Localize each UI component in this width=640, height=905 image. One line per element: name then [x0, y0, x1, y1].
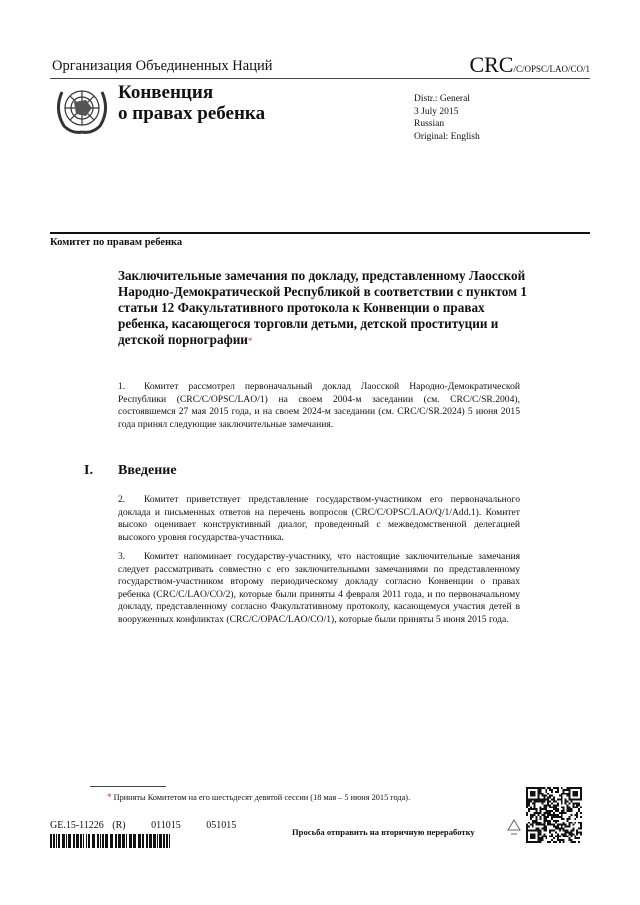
symbol-suffix: /C/OPSC/LAO/CO/1	[513, 64, 590, 74]
recycle-note: Просьба отправить на вторичную переработку	[292, 827, 475, 837]
header-rule	[50, 78, 590, 79]
distr: Distr.: General	[414, 94, 470, 104]
paragraph-number: 1.	[118, 381, 126, 392]
paragraph-text: Комитет приветствует представление государством-участником его первоначального доклада и письменных ответов на перечень вопросов (CRC/C/OPSC/LAO/Q/1/Add.1). Комитет высоко оценивает конструктивный диалог, проведенный с межведомственной делегацией высокого уровня государства-участника.	[118, 494, 520, 543]
section-heading	[84, 463, 177, 479]
job-number: GE.15-11226 (R) 011015 051015	[50, 820, 237, 831]
date: 3 July 2015	[414, 106, 459, 117]
paragraph-2	[118, 494, 520, 544]
title-text: Заключительные замечания по докладу, представленному Лаосской Народно-Демократической Республикой в соответствии с пунктом 1 статьи 12 Факультативного протокола к Конвенции о правах ребенка, касающегося торговли детьми, детской проституции и детской порнографии	[118, 268, 527, 347]
footnote-mark: *	[107, 792, 112, 802]
convention-line2: о правах ребенка	[118, 103, 266, 124]
document-symbol	[469, 52, 590, 78]
paragraph-number: 3.	[118, 551, 126, 562]
paragraph-number: 2.	[118, 494, 126, 505]
section-title: Введение	[118, 463, 177, 478]
footnote-text: Приняты Комитетом на его шестьдесят девятой сессии (18 мая – 5 июня 2015 года).	[113, 793, 411, 802]
paragraph-text: Комитет рассмотрел первоначальный доклад Лаосской Народно-Демократической Республики (CRC/C/OPSC/LAO/1) на своем 2004-м заседании (см. CRC/C/SR.2004), состоявшемся 27 мая 2015 года, и на своем 2024-м заседании (см. CRC/C/SR.2024) 5 июня 2015 года принял следующие заключительные замечания.	[118, 381, 520, 430]
un-emblem-icon	[50, 82, 114, 138]
document-title	[118, 268, 528, 349]
paragraph-3	[118, 551, 520, 627]
footnote-mark[interactable]: *	[247, 336, 253, 346]
section-number: I.	[84, 463, 93, 478]
convention-title	[118, 82, 265, 124]
original-language: Original: English	[414, 131, 480, 142]
symbol-main: CRC	[469, 52, 514, 77]
paragraph-text: Комитет напоминает государству-участнику, что настоящие заключительные замечания следует рассматривать совместно с его заключительными замечаниями по представленному государством-участником второму периодическому докладу согласно Конвенции о правах ребенка (CRC/C/LAO/CO/2), которые были приняты 4 февраля 2011 года, и по первоначальному докладу, представленному согласно Факультативному протоколу, касающемуся участия детей в вооруженных конфликтах (CRC/C/OPAC/LAO/CO/1), которые были приняты 5 июня 2015 года.	[118, 551, 520, 625]
convention-line1: Конвенция	[118, 82, 214, 103]
language: Russian	[414, 119, 445, 129]
barcode-icon	[50, 834, 172, 848]
footnote	[107, 792, 410, 802]
recycle-icon	[504, 818, 524, 838]
committee-name: Комитет по правам ребенка	[50, 237, 183, 248]
section-rule	[50, 232, 590, 234]
organization-name: Организация Объединенных Наций	[52, 58, 273, 74]
footnote-rule	[90, 786, 166, 787]
qr-code-icon	[526, 786, 582, 844]
paragraph-1	[118, 381, 520, 431]
distribution-info	[414, 93, 480, 143]
